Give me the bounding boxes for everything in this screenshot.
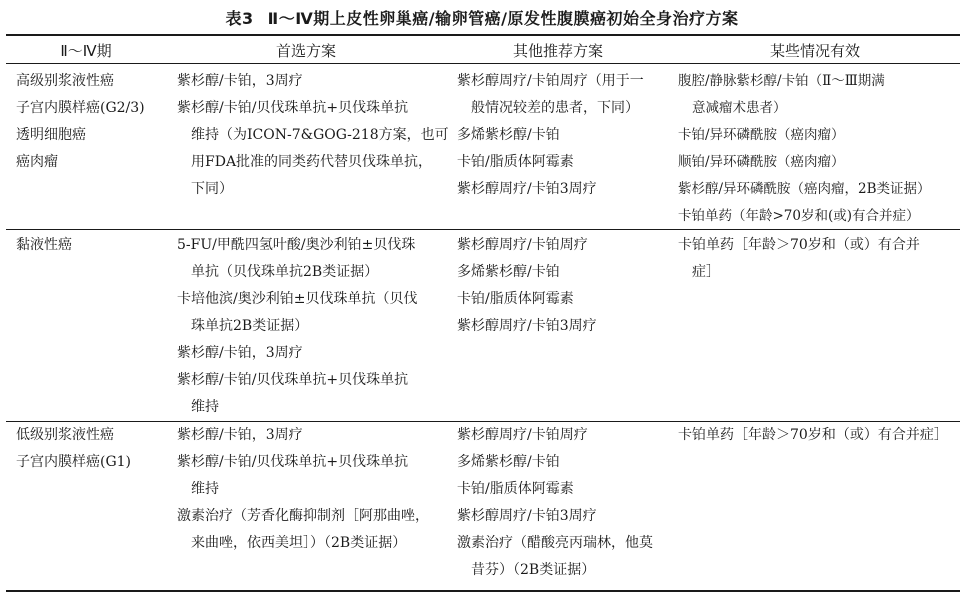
cell-line: 卡培他滨/奥沙利铂±贝伐珠单抗（贝伐 [177,291,418,307]
table-title-text: Ⅱ～Ⅳ期上皮性卵巢癌/输卵管癌/原发性腹膜癌初始全身治疗方案 [267,9,739,28]
cell-line: 卡铂/脂质体阿霉素 [457,291,574,307]
top-rule [6,34,960,36]
cell-line: 多烯紫杉醇/卡铂 [457,454,560,470]
row1-preferred [177,68,449,203]
row2-preferred [177,232,417,421]
cell-line: 单抗（贝伐珠单抗2B类证据） [191,264,379,280]
cell-line: 紫杉醇周疗/卡铂3周疗 [457,508,597,524]
header-stage: Ⅱ～Ⅳ期 [60,42,112,60]
cell-line: 紫杉醇/卡铂/贝伐珠单抗+贝伐珠单抗 [177,100,409,116]
cell-line: 多烯紫杉醇/卡铂 [457,264,560,280]
cell-line: 卡铂/脂质体阿霉素 [457,481,574,497]
bottom-rule [6,590,960,592]
cell-line: 癌肉瘤 [16,154,58,170]
cell-line: 子宫内膜样癌(G1) [16,454,132,470]
row3-certain [678,422,948,449]
row1-other [457,68,644,203]
cell-line: 来曲唑，依西美坦］）（2B类证据） [191,535,407,551]
cell-line: 紫杉醇/卡铂，3周疗 [177,345,303,361]
row2-certain [678,232,920,286]
cell-line: 透明细胞癌 [16,127,86,143]
row1-stage [16,68,145,176]
cell-line: 紫杉醇/卡铂，3周疗 [177,73,303,89]
cell-line: 卡铂单药（年龄>70岁和(或)有合并症） [678,208,920,224]
cell-line: 紫杉醇周疗/卡铂3周疗 [457,181,597,197]
row1-certain [678,68,931,230]
cell-line: 紫杉醇周疗/卡铂周疗（用于一 [457,73,644,89]
table-title [0,6,964,29]
header-rule [6,63,960,64]
row-divider [6,229,960,230]
cell-line: 下同） [191,181,233,197]
cell-line: 黏液性癌 [16,237,72,253]
cell-line: 激素治疗（醋酸亮丙瑞林，他莫 [457,535,653,551]
row3-other [457,422,653,584]
cell-line: 紫杉醇/卡铂/贝伐珠单抗+贝伐珠单抗 [177,372,409,388]
cell-line: 般情况较差的患者，下同） [471,100,639,116]
header-preferred: 首选方案 [275,42,336,60]
cell-line: 腹腔/静脉紫杉醇/卡铂（Ⅱ～Ⅲ期满 [678,73,885,89]
cell-line: 卡铂单药［年龄＞70岁和（或）有合并症］ [678,427,948,443]
cell-line: 紫杉醇周疗/卡铂周疗 [457,427,588,443]
cell-line: 激素治疗（芳香化酶抑制剂［阿那曲唑， [177,508,429,524]
cell-line: 多烯紫杉醇/卡铂 [457,127,560,143]
cell-line: 昔芬）（2B类证据） [471,562,596,578]
cell-line: 卡铂/异环磷酰胺（癌肉瘤） [678,127,845,143]
cell-line: 紫杉醇周疗/卡铂周疗 [457,237,588,253]
cell-line: 紫杉醇周疗/卡铂3周疗 [457,318,597,334]
header-certain: 某些情况有效 [769,42,860,60]
row2-other [457,232,597,340]
cell-line: 紫杉醇/异环磷酰胺（癌肉瘤，2B类证据） [678,181,931,197]
header-other: 其他推荐方案 [512,42,603,60]
cell-line: 症］ [692,264,720,280]
cell-line: 5-FU/甲酰四氢叶酸/奥沙利铂±贝伐珠 [177,237,416,253]
cell-line: 意减瘤术患者） [692,100,787,116]
cell-line: 高级别浆液性癌 [16,73,114,89]
table-number: 表3 [225,9,254,28]
row3-preferred [177,422,429,557]
cell-line: 子宫内膜样癌(G2/3) [16,100,145,116]
cell-line: 卡铂/脂质体阿霉素 [457,154,574,170]
cell-line: 卡铂单药［年龄＞70岁和（或）有合并 [678,237,920,253]
cell-line: 维持 [191,399,219,415]
cell-line: 紫杉醇/卡铂，3周疗 [177,427,303,443]
cell-line: 维持 [191,481,219,497]
row2-stage [16,232,72,259]
cell-line: 顺铂/异环磷酰胺（癌肉瘤） [678,154,845,170]
cell-line: 低级别浆液性癌 [16,427,114,443]
cell-line: 紫杉醇/卡铂/贝伐珠单抗+贝伐珠单抗 [177,454,409,470]
cell-line: 维持（为ICON-7&GOG-218方案，也可 [191,127,449,143]
cell-line: 珠单抗2B类证据） [191,318,309,334]
row3-stage [16,422,131,476]
cell-line: 用FDA批准的同类药代替贝伐珠单抗， [191,154,433,170]
